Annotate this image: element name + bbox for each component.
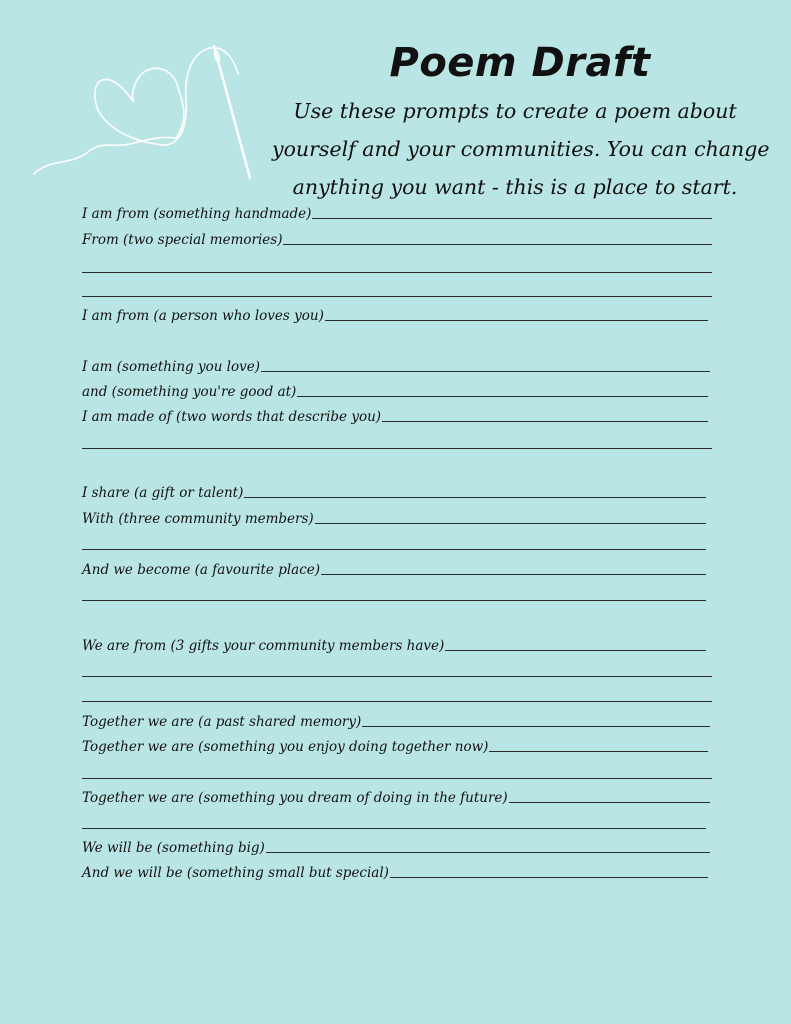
answer-line[interactable]	[283, 244, 712, 245]
prompt-past[interactable]	[82, 708, 710, 730]
answer-line[interactable]	[82, 272, 712, 273]
answer-line[interactable]	[362, 726, 710, 727]
prompt-label: We will be (something big)	[82, 840, 265, 856]
prompt-small[interactable]	[82, 859, 708, 881]
answer-line[interactable]	[82, 676, 712, 677]
prompt-two-words[interactable]	[82, 403, 708, 425]
prompt-label: With (three community members)	[82, 511, 314, 527]
prompt-label: And we become (a favourite place)	[82, 562, 321, 578]
prompt-label: From (two special memories)	[82, 232, 283, 248]
answer-line[interactable]	[244, 497, 706, 498]
prompt-gifts3[interactable]	[82, 632, 706, 654]
heart-needle-thread-illustration	[30, 40, 270, 190]
heart-thread-icon	[34, 48, 238, 174]
prompt-good-at[interactable]	[82, 378, 708, 400]
answer-line[interactable]	[445, 650, 706, 651]
answer-line[interactable]	[82, 600, 706, 601]
prompt-label: I am made of (two words that describe you)	[82, 409, 382, 425]
answer-line[interactable]	[261, 371, 710, 372]
answer-line[interactable]	[82, 296, 712, 297]
answer-line[interactable]	[82, 549, 706, 550]
answer-line[interactable]	[312, 218, 712, 219]
answer-line[interactable]	[297, 396, 708, 397]
answer-line[interactable]	[266, 852, 710, 853]
prompt-label: and (something you're good at)	[82, 384, 297, 400]
prompt-gift[interactable]	[82, 479, 706, 501]
prompt-now[interactable]	[82, 733, 708, 755]
prompt-big[interactable]	[82, 834, 710, 856]
answer-line[interactable]	[82, 828, 706, 829]
intro-line: yourself and your communities. You can change	[272, 137, 770, 161]
answer-line[interactable]	[382, 421, 708, 422]
intro-line: anything you want - this is a place to start.	[292, 175, 738, 199]
prompt-label: I am from (something handmade)	[82, 206, 312, 222]
prompt-handmade[interactable]	[82, 200, 712, 222]
answer-line[interactable]	[509, 802, 710, 803]
answer-line[interactable]	[82, 448, 712, 449]
needle-icon	[214, 46, 250, 178]
answer-line[interactable]	[390, 877, 708, 878]
prompt-person[interactable]	[82, 302, 708, 324]
page-title: Poem Draft	[389, 40, 651, 86]
prompt-label: I am from (a person who loves you)	[82, 308, 324, 324]
prompt-label: We are from (3 gifts your community members have)	[82, 638, 445, 654]
prompt-label: Together we are (a past shared memory)	[82, 714, 362, 730]
prompt-memories[interactable]	[82, 226, 712, 248]
prompt-label: I am (something you love)	[82, 359, 261, 375]
answer-line[interactable]	[82, 778, 712, 779]
prompt-label: Together we are (something you dream of doing in the future)	[82, 790, 508, 806]
answer-line[interactable]	[82, 701, 712, 702]
prompt-love[interactable]	[82, 353, 710, 375]
prompt-label: Together we are (something you enjoy doing together now)	[82, 739, 489, 755]
intro-line: Use these prompts to create a poem about	[293, 99, 737, 123]
answer-line[interactable]	[321, 574, 706, 575]
intro-text	[272, 92, 770, 206]
prompt-place[interactable]	[82, 556, 706, 578]
prompt-label: I share (a gift or talent)	[82, 485, 244, 501]
answer-line[interactable]	[325, 320, 708, 321]
prompt-members[interactable]	[82, 505, 706, 527]
answer-line[interactable]	[489, 751, 708, 752]
prompt-future[interactable]	[82, 784, 710, 806]
prompt-label: And we will be (something small but special)	[82, 865, 389, 881]
answer-line[interactable]	[315, 523, 706, 524]
